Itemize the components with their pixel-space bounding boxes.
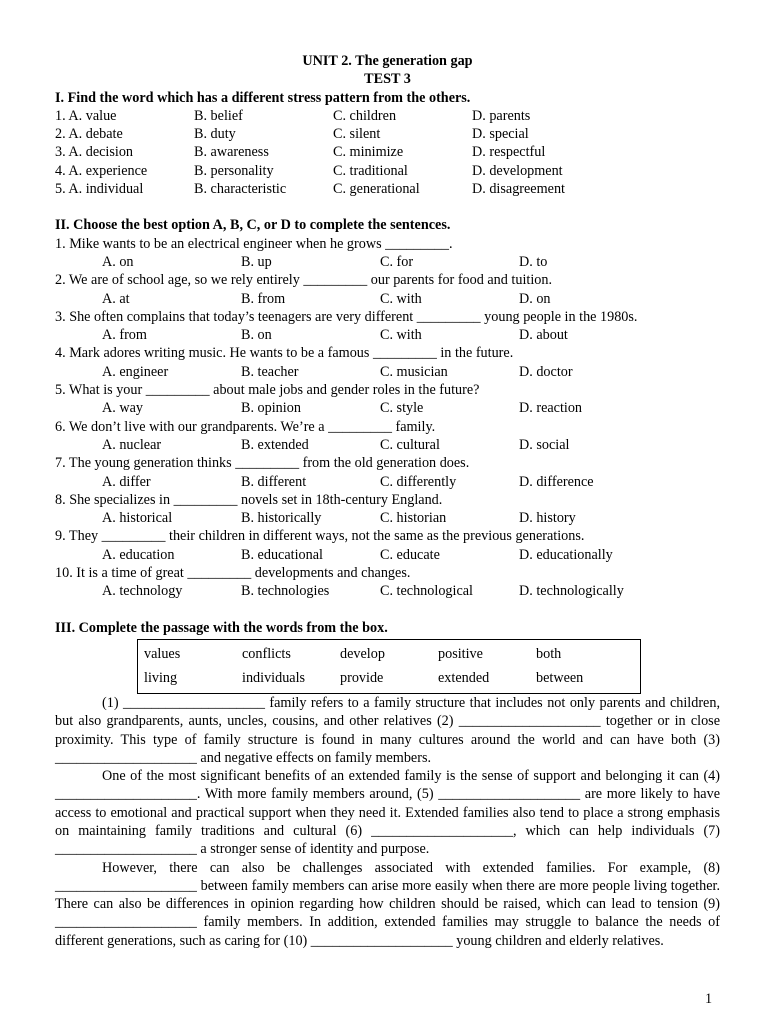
answer-option: C. differently bbox=[380, 473, 457, 490]
stress-row bbox=[55, 162, 720, 180]
answer-option: D. educationally bbox=[519, 546, 613, 563]
word-box-item: conflicts bbox=[242, 645, 291, 662]
answer-option: C. musician bbox=[380, 363, 448, 380]
question-text: 1. Mike wants to be an electrical engineer when he grows _________. bbox=[55, 235, 453, 252]
answer-option: B. different bbox=[241, 473, 307, 490]
answer-option: A. historical bbox=[102, 510, 173, 527]
answer-option: C. cultural bbox=[380, 436, 440, 453]
question-text: 3. She often complains that today’s teenagers are very different _________ young people in the 1980s. bbox=[55, 308, 638, 325]
answer-option: D. about bbox=[519, 327, 568, 344]
question-text: 10. It is a time of great _________ developments and changes. bbox=[55, 565, 411, 582]
question bbox=[55, 344, 720, 381]
answer-option: A. on bbox=[102, 253, 134, 270]
answer-option: D. history bbox=[519, 510, 576, 527]
word-box-row bbox=[144, 642, 634, 666]
answer-options bbox=[55, 509, 720, 527]
stress-option: D. respectful bbox=[472, 144, 546, 161]
worksheet bbox=[55, 52, 720, 950]
question bbox=[55, 418, 720, 455]
passage-paragraph: However, there can also be challenges associated with extended families. For example, (8) ____________________ between family members can arise more easily when there are more people living together. There can also be differences in opinion regarding how children should be raised, which can lead to tension (9) ____________________ family members. In addition, extended families may struggle to balance the needs of different generations, such as caring for (10) ____________________ young children and elderly relatives. bbox=[55, 859, 720, 949]
question bbox=[55, 308, 720, 345]
question-text: 4. Mark adores writing music. He wants to be a famous _________ in the future. bbox=[55, 345, 514, 362]
question bbox=[55, 564, 720, 601]
answer-option: C. for bbox=[380, 253, 414, 270]
answer-option: A. education bbox=[102, 546, 175, 563]
answer-options bbox=[55, 363, 720, 381]
stress-option: B. belief bbox=[194, 107, 243, 124]
answer-option: C. with bbox=[380, 327, 422, 344]
answer-option: C. technological bbox=[380, 583, 473, 600]
answer-option: A. from bbox=[102, 327, 147, 344]
question-text: 9. They _________ their children in different ways, not the same as the previous generations. bbox=[55, 528, 585, 545]
answer-option: A. differ bbox=[102, 473, 151, 490]
word-box-item: extended bbox=[438, 669, 490, 686]
answer-option: D. social bbox=[519, 436, 570, 453]
passage-paragraph: One of the most significant benefits of an extended family is the sense of support and belonging it can (4) ____________________. With more family members around, (5) ____________________ are more likely to have access to emotional and practical support when they need it. Extended families also tend to place a strong emphasis on maintaining family traditions and cultural (6) ____________________, which can help individuals (7) ____________________ a stronger sense of identity and purpose. bbox=[55, 768, 720, 858]
section2-questions bbox=[55, 235, 720, 601]
question bbox=[55, 527, 720, 564]
stress-option: 3. A. decision bbox=[55, 144, 134, 161]
stress-row bbox=[55, 143, 720, 161]
answer-option: A. nuclear bbox=[102, 436, 162, 453]
section2-heading: II. Choose the best option A, B, C, or D to complete the sentences. bbox=[55, 217, 451, 234]
question bbox=[55, 454, 720, 491]
question-text: 7. The young generation thinks _________ from the old generation does. bbox=[55, 455, 470, 472]
answer-option: C. style bbox=[380, 400, 424, 417]
answer-option: A. engineer bbox=[102, 363, 169, 380]
stress-option: 2. A. debate bbox=[55, 126, 123, 143]
answer-option: D. to bbox=[519, 253, 548, 270]
word-box-item: individuals bbox=[242, 669, 306, 686]
stress-option: 5. A. individual bbox=[55, 181, 144, 198]
stress-option: 1. A. value bbox=[55, 107, 117, 124]
answer-option: A. way bbox=[102, 400, 143, 417]
answer-option: C. historian bbox=[380, 510, 447, 527]
question-text: 6. We don’t live with our grandparents. We’re a _________ family. bbox=[55, 418, 436, 435]
stress-row bbox=[55, 180, 720, 198]
answer-options bbox=[55, 399, 720, 417]
answer-option: D. doctor bbox=[519, 363, 573, 380]
word-box-item: positive bbox=[438, 645, 483, 662]
word-box-row bbox=[144, 666, 634, 690]
word-box-item: between bbox=[536, 669, 584, 686]
stress-option: B. awareness bbox=[194, 144, 269, 161]
answer-option: D. on bbox=[519, 290, 551, 307]
answer-options bbox=[55, 473, 720, 491]
question bbox=[55, 235, 720, 272]
stress-option: 4. A. experience bbox=[55, 162, 148, 179]
word-box-item: living bbox=[144, 669, 178, 686]
stress-option: D. disagreement bbox=[472, 181, 565, 198]
answer-options bbox=[55, 546, 720, 564]
answer-option: B. opinion bbox=[241, 400, 301, 417]
answer-option: B. historically bbox=[241, 510, 322, 527]
question-text: 8. She specializes in _________ novels set in 18th-century England. bbox=[55, 491, 443, 508]
page-number: 1 bbox=[705, 991, 713, 1007]
answer-option: B. teacher bbox=[241, 363, 299, 380]
answer-options bbox=[55, 290, 720, 308]
stress-option: D. special bbox=[472, 126, 529, 143]
question-text: 2. We are of school age, so we rely entirely _________ our parents for food and tuition. bbox=[55, 272, 552, 289]
passage-paragraph: (1) ____________________ family refers to a family structure that includes not only parents and children, but also grandparents, aunts, uncles, cousins, and other relatives (2) ____________________ together or in close proximity. This type of family structure is found in many cultures around the world and can have both (3) ____________________ and negative effects on family members. bbox=[55, 694, 720, 766]
answer-option: B. up bbox=[241, 253, 272, 270]
unit-title: UNIT 2. The generation gap bbox=[302, 53, 473, 69]
answer-option: C. educate bbox=[380, 546, 440, 563]
answer-option: B. extended bbox=[241, 436, 309, 453]
word-box-item: develop bbox=[340, 645, 385, 662]
section3-heading: III. Complete the passage with the words from the box. bbox=[55, 619, 388, 636]
question-text: 5. What is your _________ about male jobs and gender roles in the future? bbox=[55, 382, 480, 399]
stress-option: B. personality bbox=[194, 162, 274, 179]
test-title: TEST 3 bbox=[364, 71, 411, 88]
question bbox=[55, 271, 720, 308]
stress-option: C. traditional bbox=[333, 162, 408, 179]
answer-option: B. technologies bbox=[241, 583, 330, 600]
stress-option: C. minimize bbox=[333, 144, 404, 161]
answer-options bbox=[55, 326, 720, 344]
answer-options bbox=[55, 582, 720, 600]
stress-option: C. generational bbox=[333, 181, 420, 198]
stress-option: D. parents bbox=[472, 107, 531, 124]
answer-option: A. at bbox=[102, 290, 130, 307]
word-box-item: values bbox=[144, 645, 181, 662]
stress-option: C. silent bbox=[333, 126, 381, 143]
stress-option: B. characteristic bbox=[194, 181, 287, 198]
answer-option: C. with bbox=[380, 290, 422, 307]
answer-option: D. reaction bbox=[519, 400, 583, 417]
answer-option: B. educational bbox=[241, 546, 323, 563]
stress-row bbox=[55, 125, 720, 143]
answer-option: B. from bbox=[241, 290, 286, 307]
answer-option: D. difference bbox=[519, 473, 594, 490]
word-box bbox=[137, 639, 641, 694]
question bbox=[55, 491, 720, 528]
answer-option: A. technology bbox=[102, 583, 183, 600]
stress-option: D. development bbox=[472, 162, 563, 179]
answer-option: D. technologically bbox=[519, 583, 624, 600]
word-box-item: both bbox=[536, 645, 562, 662]
section1-rows bbox=[55, 107, 720, 198]
answer-options bbox=[55, 436, 720, 454]
stress-row bbox=[55, 107, 720, 125]
stress-option: C. children bbox=[333, 107, 397, 124]
answer-option: B. on bbox=[241, 327, 272, 344]
question bbox=[55, 381, 720, 418]
word-box-item: provide bbox=[340, 669, 384, 686]
stress-option: B. duty bbox=[194, 126, 236, 143]
section1-heading: I. Find the word which has a different stress pattern from the others. bbox=[55, 89, 471, 106]
answer-options bbox=[55, 253, 720, 271]
